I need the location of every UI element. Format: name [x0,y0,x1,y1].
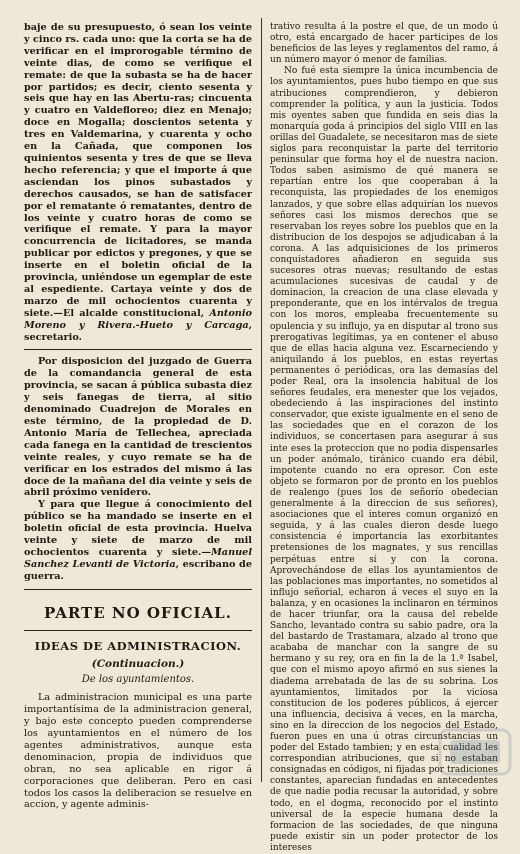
edict-cartaya-body: baje de su presupuesto, ó sean los veinte y cinco rs. cada uno: que la corta se ha de verificar en el improrogable término de veinte dias, de como se verifique el remate: de que la subasta se ha de hacer por partidos; es decir, ciento sesenta y seis que hay en las Abertu-ras; cincuenta y cuatro en Valdefloreo; diez en Menajo; doce en Mogalla; doscientos setenta y tres en Valdemarina, y cuarenta y ocho en la Cañada, que componen los quinientos sesenta y tres de que se lleva hecho referencia; y que el importe á que asciendan los pinos subastados y derechos causados, se han de satisfacer por el rematante ó rematantes, dentro de los veinte y cuatro horas de como se verifique el remate. Y para la mayor concurrencia de licitadores, se manda publicar por edictos y pregones, y que se inserte en el boletin oficial de la provincia, uniéndose un egemplar de este al espediente. Cartaya veinte y dos de marzo de mil ochocientos cuarenta y siete.—El alcalde constitucional, [24,22,252,319]
edict-guerra-end: , escribano de guerra. [24,558,252,582]
edict-cartaya-end: , secretario. [24,319,252,343]
divider [24,630,252,631]
article-paragraph: trativo resulta á la postre el que, de un modo ú otro, está encargado de hacer participes de los beneficios de las leyes y reglamentos del ramo, á un número mayor ó menor de familias. [270,22,498,66]
article-continuation: (Continuacion.) [91,657,185,670]
article-heading: IDEAS DE ADMINISTRACION. [34,638,242,653]
section-title: PARTE NO OFICIAL. [44,603,232,622]
edict-cartaya [24,22,252,343]
library-stamp-watermark [436,726,514,778]
article-subheading: De los ayuntamientos. [81,674,195,686]
edict-guerra-closing-body: Y para que llegue á conocimiento del público se ha mandado se inserte en el boletin oficial de esta provincia. Huelva veinte y siete de marzo de mil ochocientos cuarenta y siete.— [24,499,252,558]
edict-guerra-closing [24,499,252,582]
divider [24,349,252,350]
left-column [24,22,252,811]
article-paragraph: La administracion municipal es una parte importantísima de la administracion general, y bajo este concepto pueden comprenderse los ayuntamientos en el número de los agentes administrativos, aunque esta denominacion, propia de individuos que obran, no sea aplicable en rigor á corporaciones que deliberan. Pero en casi todos los casos la deliberacion se resuelve en accion, y agente adminis- [24,692,252,811]
edict-guerra: Por disposicion del juzgado de Guerra de la comandancia general de esta provincia, se sacan á pública subasta diez y seis fanegas de tierra, al sitio denominado Cuadrejon de Morales en este término, de la propiedad de D. Antonio María de Tellechea, apreciada cada fanega en la cantidad de trescientos veinte reales, y cuyo remate se ha de verificar en los estrados del mismo á las doce de la mañana del dia veinte y seis de abril próximo venidero. [24,356,252,499]
edict-guerra-signature: Manuel Sanchez Levanti de Victoria [24,546,252,570]
article-paragraph: No fué esta siempre la única incumbencia de los ayuntamientos, pues hubo tiempo en que sus atribuciones comprendieron, y debieron comprender la política, y aun la justicia. Todos mis oyentes saben que fundida en seis dias la monarquía goda á principios del siglo VIII en las orillas del Guadalete, se necesitaron mas de siete siglos para reconquistar la parte del territorio peninsular que forma hoy el de nuestra nacion. Todos saben asimismo de qué manera se repartían entre los que cooperaban á la reconquista, las propiedades de los enemigos lanzados, y que sobre ellas adquirían los nuevos señores casi los mismos derechos que se reservaban los reyes sobre los pueblos que en la distribucion de los despojos se adjudicaban á la corona. A las adquisiciones de los primeros conquistadores añadieron en seguida sus sucesores otras nuevas; resultando de estas acumulaciones sucesivas de caudal y de dominacion, la creacion de una clase elevada y preponderante, que en los intérvalos de tregua con los moros, empleaba frecuentemente su opulencia y su influjo, ya en disputar al trono sus prerogativas legítimas, ya en contener el abuso que de ellas hacia alguna vez. Escarneciendo y aniquilando á los pueblos, en estas reyertas permanentes ó periódicas, ora las demasías del poder Real, ora la insolencia habitual de los señores feudales, era menester que los vejados, obedeciendo á las inspiraciones del instinto conservador, que existe igualmente en el seno de las sociedades que en el corazon de los individuos, se concertasen para asegurar á sus inte eses la proteccion que no podia dispensarles un poder anómalo, tiránico cuando era débil, impotente cuando no era opresor. Con este objeto se formaron por de pronto en los pueblos de realengo (pues los de señorío obedecian generalmente á la direccion de sus señores), asociaciones que el interes comun organizó en seguida, y á las cuales dieron desde luego consistencia é importancia las exorbitantes pretensiones de los magnates, y sus rencillas perpétuas entre sí y con la corona. Aprovechándose de ellas los ayuntamientos de las poblaciones mas importantes, no sometidos al influjo señorial, echaron á veces el suyo en la balanza, y en ocasiones la inclinaron en términos de hacer triunfar, ora la causa del rebelde Sancho, levantado contra su sabio padre, ora la del bastardo de Trastamara, alzado al trono que acababa de manchar con la sangre de su hermano y su rey, ora en fin la de la 1.ª Isabel, que con el mismo apoyo afirmó en sus sienes la diadema arrebatada de las de su sobrina. Los ayuntamientos, limitados por la viciosa constitucion de los poderes públicos, á ejercer una influencia, decisiva á veces, en la marcha, sino en la direccion de los negocios del Estado, fueron pues en una ú otras circunstancias un poder del Estado tambien; y en esta cualidad les correspondian atribuciones, que si no estaban consignadas en códigos, ni fijadas por tradiciones constantes, aparecian fundadas en antecedentes de que nadie podia recusar la autoridad, y sobre todo, en el dogma, reconocido por el instinto universal de la especie humana desde la formacion de las sociedades, de que ninguna puede existir sin un poder protector de los intereses [270,66,498,853]
edict-cartaya-signatures: Antonio Moreno y Rivera.-Hueto y Carcaga [24,307,252,331]
column-rule [261,18,262,782]
divider [24,589,252,590]
